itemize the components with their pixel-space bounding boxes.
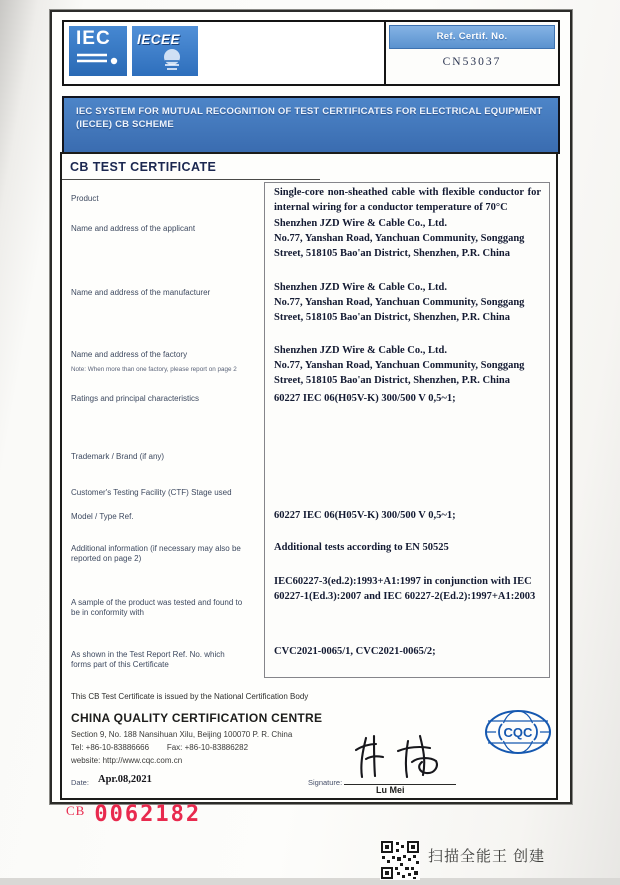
cb-certificate-stamp — [66, 802, 201, 827]
handwritten-signature — [346, 732, 456, 787]
value-applicant — [274, 217, 541, 262]
field-label-trademark: Trademark / Brand (if any) — [71, 452, 165, 461]
document-outer-frame — [50, 10, 572, 804]
field-label-ctf: Customer's Testing Facility (CTF) Stage used — [71, 488, 232, 497]
manufacturer-address: No.77, Yanshan Road, Yanchuan Community, Songgang Street, 518105 Bao'an District, Shenzhen, P.R. China — [274, 296, 525, 323]
iecee-bulb-icon — [132, 47, 198, 73]
iec-logo-underline-icon — [69, 50, 127, 68]
field-label-additional: Additional information (if necessary may also be reported on page 2) — [71, 544, 241, 564]
ncb-name: CHINA QUALITY CERTIFICATION CENTRE — [71, 711, 323, 725]
field-label-factory: Name and address of the factory — [71, 350, 188, 359]
field-label-applicant: Name and address of the applicant — [71, 224, 196, 233]
field-label-manufacturer: Name and address of the manufacturer — [71, 288, 211, 297]
field-label-model: Model / Type Ref. — [71, 512, 134, 521]
cqc-logo — [482, 706, 554, 763]
iec-logo — [69, 26, 127, 76]
stamp-number: 0062182 — [94, 802, 202, 827]
date-value: Apr.08,2021 — [98, 774, 152, 785]
applicant-name: Shenzhen JZD Wire & Cable Co., Ltd. — [274, 218, 447, 229]
header-logo-box — [62, 20, 388, 86]
certificate-title: CB TEST CERTIFICATE — [70, 160, 217, 174]
value-factory — [274, 344, 541, 389]
applicant-address: No.77, Yanshan Road, Yanchuan Community, Songgang Street, 518105 Bao'an District, Shenzhen, P.R. China — [274, 232, 525, 259]
ref-certif-label: Ref. Certif. No. — [389, 25, 555, 49]
cqc-globe-icon — [482, 706, 554, 758]
cqc-logo-text: CQC — [503, 725, 533, 740]
value-additional: Additional tests according to EN 50525 — [274, 542, 449, 553]
ncb-tel-fax: Tel: +86-10-83886666 Fax: +86-10-83886282 — [71, 743, 249, 752]
value-ratings: 60227 IEC 06(H05V-K) 300/500 V 0,5~1; — [274, 393, 456, 404]
iec-logo-text: IEC — [76, 28, 111, 49]
field-label-product: Product — [71, 194, 99, 203]
issued-by-line: This CB Test Certificate is issued by the National Certification Body — [71, 692, 309, 701]
field-label-sample: A sample of the product was tested and found to be in conformity with — [71, 598, 243, 618]
value-manufacturer — [274, 281, 541, 326]
signatory-name: Lu Mei — [376, 785, 405, 795]
ref-certif-number: CN53037 — [442, 56, 502, 68]
field-note-factory: Note: When more than one factory, please report on page 2 — [71, 366, 237, 373]
ncb-address: Section 9, No. 188 Nansihuan Xilu, Beijing 100070 P. R. China — [71, 730, 293, 739]
value-product: Single-core non-sheathed cable with flexible conductor for internal wiring for a conductor temperature of 70°C — [274, 187, 541, 213]
signature-strokes-icon — [346, 732, 456, 782]
qr-code — [380, 840, 420, 885]
stamp-cb-prefix: CB — [66, 803, 86, 818]
qr-code-icon — [380, 840, 420, 880]
scheme-banner: IEC SYSTEM FOR MUTUAL RECOGNITION OF TEST CERTIFICATES FOR ELECTRICAL EQUIPMENT (IECEE) CB SCHEME — [62, 96, 560, 154]
manufacturer-name: Shenzhen JZD Wire & Cable Co., Ltd. — [274, 282, 447, 293]
date-label: Date: — [71, 778, 89, 787]
certificate-body — [60, 152, 558, 800]
values-box — [264, 182, 550, 678]
title-rule — [62, 179, 320, 180]
iecee-logo — [132, 26, 198, 76]
iecee-logo-text: IECEE — [137, 32, 181, 47]
value-standards: IEC60227-3(ed.2):1993+A1:1997 in conjunction with IEC 60227-1(Ed.3):2007 and IEC 60227-2(Ed.2):1997+A1:2003 — [274, 576, 536, 602]
value-model: 60227 IEC 06(H05V-K) 300/500 V 0,5~1; — [274, 510, 456, 521]
field-label-report: As shown in the Test Report Ref. No. which forms part of this Certificate — [71, 650, 225, 670]
ncb-website: website: http://www.cqc.com.cn — [71, 756, 183, 765]
factory-name: Shenzhen JZD Wire & Cable Co., Ltd. — [274, 345, 447, 356]
factory-address: No.77, Yanshan Road, Yanchuan Community, Songgang Street, 518105 Bao'an District, Shenzhen, P.R. China — [274, 359, 525, 386]
ref-certif-box — [384, 20, 560, 86]
value-reports: CVC2021-0065/1, CVC2021-0065/2; — [274, 646, 436, 657]
signature-label: Signature: — [308, 778, 343, 787]
scanner-app-caption: 扫描全能王 创建 — [428, 848, 546, 865]
field-label-ratings: Ratings and principal characteristics — [71, 394, 200, 403]
